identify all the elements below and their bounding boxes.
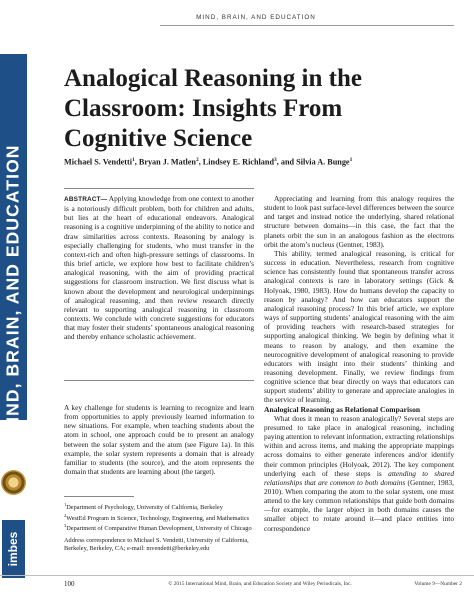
abstract [64, 194, 254, 342]
title-line: Analogical Reasoning in the [64, 65, 362, 92]
abstract-top-rule [64, 188, 254, 189]
paragraph-text: What does it mean to reason analogically? Several steps are presumed to take place in analogical reasoning, including paying attention to relevant information, extracting relationships within and across items, and making the appropriate mappings across domains to either generate inferences and/or identify their common principles (Holyoak, 2012). The key component underlying each of these steps is [264, 413, 454, 478]
body-paragraph: Appreciating and learning from this analogy requires the student to look past surface-level differences between the source and target and instead notice the underlying, shared relational structure between domains—in this case, the fact that the planets orbit the sun in an analogous fashion as the electrons orbit the atom’s nucleus (Gentner, 1983). [264, 194, 454, 249]
affiliation-item [64, 512, 254, 523]
right-column [264, 194, 454, 533]
author-separator: , and [276, 157, 297, 167]
author-affiliation-mark: 2 [195, 157, 199, 163]
abstract-text: Applying knowledge from one context to another is a notoriously difficult problem, both for children and adults, but lies at the heart of educational endeavors. Analogical reasoning is a cognitive underpinning of the ability to notice and draw similarities across contexts. Reasoning by analogy is especially challenging for students, who must transfer in the context-rich and often high-pressure settings of classrooms. In this brief article, we explore how best to facilitate children’s analogical reasoning, with the aim of providing practical suggestions for classroom instruction. We first discuss what is known about the development and neurological underpinnings of analogical reasoning, and then review research directly relevant to supporting analogical reasoning in classroom contexts. We conclude with concrete suggestions for educators that may foster their students’ spontaneous analogical reasoning and thereby enhance scholastic achievement. [64, 194, 254, 342]
copyright-line: © 2015 International Mind, Brain, and Education Society and Wiley Periodicals, Inc. [168, 581, 352, 587]
body-paragraph [264, 414, 454, 533]
affiliation-mark: 1 [64, 502, 67, 507]
author-affiliation-mark: 1 [349, 157, 353, 163]
intro-paragraph [64, 403, 254, 476]
affiliation-mark: 3 [64, 523, 67, 529]
footnote-rule [64, 496, 134, 497]
affiliation-mark: 2 [64, 512, 67, 518]
affiliations [64, 501, 254, 552]
author-name: Michael S. Vendetti [64, 157, 133, 167]
affiliation-text: WestEd Program in Science, Technology, Engineering, and Mathematics [66, 514, 250, 522]
journal-logo [2, 520, 25, 578]
article-title [64, 64, 464, 154]
header-rule [160, 25, 454, 26]
abstract-bottom-rule [64, 380, 254, 381]
issue-info: Volume 9—Number 2 [414, 581, 462, 587]
page-number: 100 [64, 580, 75, 588]
author-separator: , [134, 157, 139, 167]
affiliation-text: Department of Psychology, University of California, Berkeley [66, 504, 223, 512]
affiliation-text: Department of Comparative Human Development, University of Chicago [66, 525, 252, 533]
author-name: Bryan J. Matlen [138, 157, 196, 167]
author-separator: , [198, 157, 203, 167]
title-line: Cognitive Science [64, 125, 253, 152]
running-head: MIND, BRAIN, AND EDUCATION [196, 14, 316, 21]
author-affiliation-mark: 1 [132, 157, 135, 163]
section-heading: Analogical Reasoning as Relational Comparison [264, 404, 421, 414]
side-banner-text: MIND, BRAIN, AND EDUCATION [2, 144, 23, 438]
footer-rule [0, 575, 474, 576]
author-name: Silvia A. Bunge [296, 157, 350, 167]
society-seal-icon [1, 470, 26, 495]
emphasized-text: attending to shared relationships that are common to both domains [264, 468, 455, 487]
author-affiliation-mark: 3 [274, 157, 277, 163]
author-list [64, 157, 464, 167]
journal-side-banner [0, 54, 27, 438]
author-name: Lindsey E. Richland [202, 157, 275, 167]
abstract-label: ABSTRACT— [64, 196, 108, 203]
correspondence-note: Address correspondence to Michael S. Vendetti, University of California, Berkeley, Berkeley, CA; e-mail: mvendetti@berkeley.edu [64, 537, 249, 552]
body-paragraph: A key challenge for students is learning to recognize and learn from opportunities to apply previously learned information to new situations. For example, when teaching students about the atom in school, one approach could be to present an analogy between the solar system and the atom (see Figure 1a). In this example, the solar system represents a domain that is already familiar to students (the source), and the atom represents the domain that students are learning about (the target). [64, 403, 254, 477]
affiliation-item [64, 501, 254, 512]
paragraph-text: (Gentner, 1983, 2010). When comparing the atom to the solar system, one must attend to the key common relationships that guide both domains—for example, the larger object in both domains causes the smaller object to rotate around it—and place entities into correspondence [264, 477, 454, 533]
affiliation-item [64, 522, 254, 533]
title-line: Classroom: Insights From [64, 95, 343, 122]
body-paragraph: This ability, termed analogical reasoning, is critical for success in education. Nevertheless, research from cognitive science has consistently found that spontaneous transfer across analogical contexts is rare in laboratory settings (Gick & Holyoak, 1980, 1983). How do humans develop the capacity to reason by analogy? And how can educators support the analogical reasoning process? In this brief article, we explore ways of supporting students’ analogical reasoning with the aim of providing teachers with research-based strategies for supporting analogical thinking. We begin by defining what it means to reason by analogy, and then examine the neurocognitive development of analogical reasoning to provide educators with insight into their students’ thinking and reasoning development. Finally, we review findings from cognitive science that bear directly on ways that educators can support students’ ability to generate and appreciate analogies in the service of learning. [264, 248, 454, 405]
logo-text: imbes [6, 531, 20, 567]
